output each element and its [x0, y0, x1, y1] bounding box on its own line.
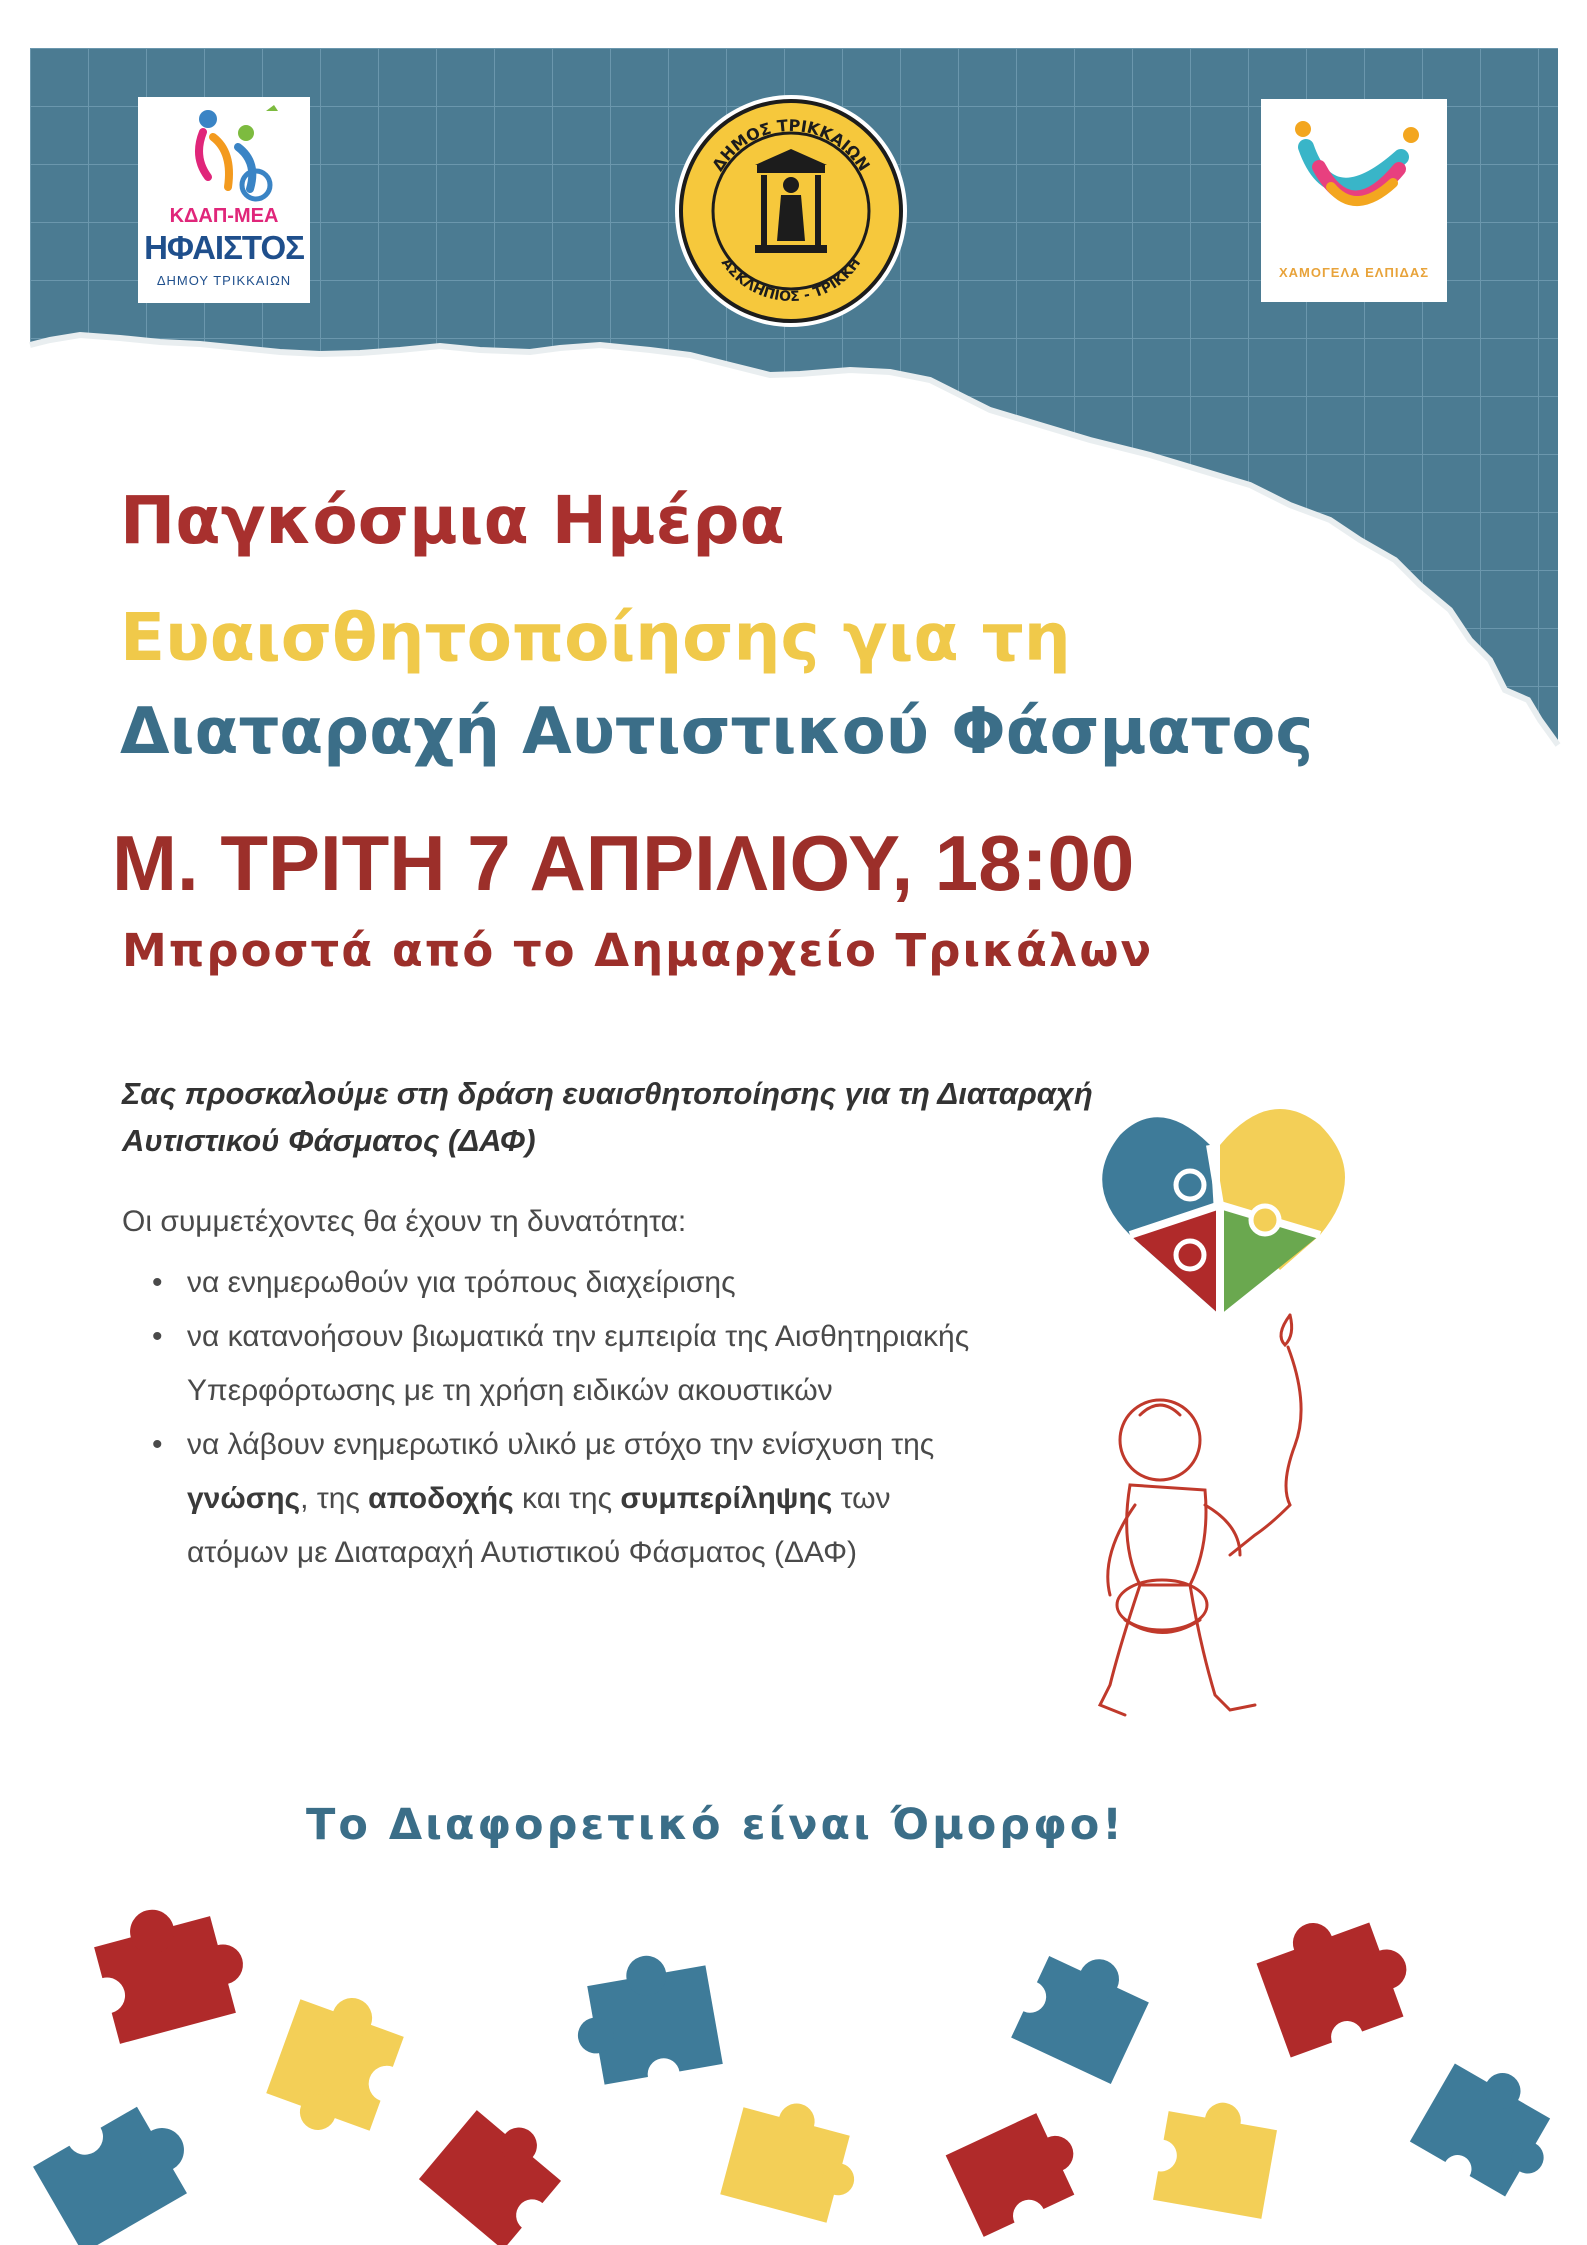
slogan: Το Διαφορετικό είναι Όμορφο!	[306, 1800, 1125, 1850]
puzzle-heart-balloon-icon	[1102, 1109, 1345, 1315]
bullet-text-3e: και της	[513, 1482, 621, 1515]
puzzle-piece-icon	[997, 1931, 1158, 2084]
puzzle-piece-icon	[720, 2090, 870, 2227]
puzzle-piece-icon	[1137, 2091, 1280, 2219]
puzzle-piece-icon	[419, 2096, 585, 2245]
seal-top-text: ΔΗΜΟΣ ΤΡΙΚΚΑΙΩΝ	[708, 115, 874, 175]
bold-knowledge: γνώσης	[187, 1482, 301, 1515]
bullet-text-2: να κατανοήσουν βιωματικά την εμπειρία της Αισθητηριακής Υπερφόρτωσης με τη χρήση ειδικών ακουστικών	[187, 1320, 970, 1407]
benefits-list	[152, 1256, 972, 1580]
puzzle-piece-icon	[1250, 1897, 1428, 2073]
smile-icon	[1261, 99, 1447, 259]
list-item	[152, 1256, 972, 1310]
asklepios-statue-icon	[755, 149, 827, 253]
event-date-time: Μ. ΤΡΙΤΗ 7 ΑΠΡΙΛΙΟΥ, 18:00	[112, 819, 1135, 907]
title-line-2: Ευαισθητοποίησης για τη	[120, 599, 1071, 676]
puzzle-piece-icon	[566, 1946, 726, 2104]
kdap-label: ΚΔΑΠ-ΜΕΑ	[169, 205, 279, 227]
puzzle-piece-icon	[946, 2105, 1098, 2245]
title-line-1: Παγκόσμια Ημέρα	[120, 482, 785, 559]
child-with-heart-balloon-illustration	[1040, 1085, 1480, 1765]
bullet-text-3c: , της	[300, 1482, 369, 1515]
puzzle-piece-icon	[24, 2080, 206, 2245]
municipality-label: ΔΗΜΟΥ ΤΡΙΚΚΑΙΩΝ	[156, 273, 292, 288]
bullet-text-3a: να λάβουν ενημερωτικό υλικό με στόχο την ενίσχυση της	[187, 1428, 935, 1461]
municipality-seal-logo	[671, 91, 911, 331]
list-item	[152, 1310, 972, 1418]
bold-inclusion: συμπερίληψης	[620, 1482, 833, 1515]
participants-intro: Οι συμμετέχοντες θα έχουν τη δυνατότητα:	[122, 1205, 687, 1238]
child-line-drawing-icon	[1100, 1315, 1301, 1715]
seal-bottom-text: ΑΣΚΛΗΠΙΟΣ - ΤΡΙΚΚΗ	[717, 255, 865, 306]
puzzle-piece-icon	[1403, 2048, 1573, 2217]
puzzle-piece-icon	[260, 1980, 427, 2153]
bullet-text-1: να ενημερωθούν για τρόπους διαχείρισης	[187, 1266, 736, 1299]
list-item	[152, 1418, 972, 1580]
invitation-text: Σας προσκαλούμε στη δράση ευαισθητοποίησης για τη Διαταραχή Αυτιστικού Φάσματος (ΔΑΦ)	[122, 1076, 1093, 1158]
hope-smiles-logo	[1261, 99, 1447, 302]
event-location: Μπροστά από το Δημαρχείο Τρικάλων	[122, 924, 1154, 977]
kdap-mea-logo	[138, 97, 310, 303]
puzzle-piece-icon	[71, 1890, 255, 2049]
children-figures-icon	[138, 97, 310, 207]
hfaistos-label: ΗΦΑΙΣΤΟΣ	[144, 229, 304, 266]
bold-acceptance: αποδοχής	[368, 1482, 514, 1515]
puzzle-pieces-decoration	[0, 1880, 1587, 2245]
bullet-text-3g: των ατόμων με Διαταραχή Αυτιστικού Φάσματος (ΔΑΦ)	[187, 1482, 891, 1569]
hope-smiles-label: ΧΑΜΟΓΕΛΑ ΕΛΠΙΔΑΣ	[1278, 265, 1430, 280]
title-line-3: Διαταραχή Αυτιστικού Φάσματος	[120, 695, 1314, 769]
